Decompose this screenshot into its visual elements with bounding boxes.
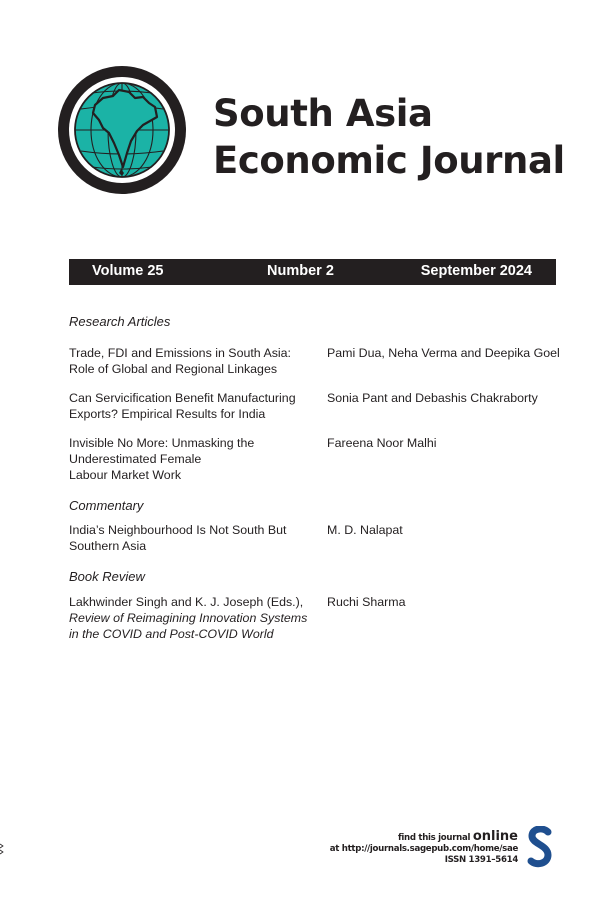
section-heading-book-review: Book Review bbox=[69, 569, 145, 584]
journal-url: at http://journals.sagepub.com/home/sae bbox=[329, 844, 518, 854]
journal-title-line1: South Asia bbox=[213, 92, 433, 135]
edge-crop-mark-icon bbox=[0, 843, 4, 855]
article-title: Invisible No More: Unmasking the Underestimated Female Labour Market Work bbox=[69, 436, 255, 482]
article-authors: Fareena Noor Malhi bbox=[327, 436, 437, 450]
sage-logo-icon bbox=[527, 826, 553, 868]
issn-label: ISSN 1391–5614 bbox=[444, 855, 518, 865]
journal-title-line2: Economic Journal bbox=[213, 139, 565, 182]
article-title: Can Servicification Benefit Manufacturing Exports? Empirical Results for India bbox=[69, 391, 296, 421]
find-online-line: find this journal online bbox=[397, 829, 518, 844]
section-heading-commentary: Commentary bbox=[69, 498, 144, 513]
footer-online-info bbox=[330, 831, 518, 866]
issue-number-label: Number 2 bbox=[267, 263, 334, 279]
journal-title bbox=[213, 90, 565, 184]
journal-logo-globe-icon bbox=[57, 65, 187, 195]
book-review-title: Lakhwinder Singh and K. J. Joseph (Eds.), Review of Reimagining Innovation Systems in the COVID and Post-COVID World bbox=[69, 595, 308, 641]
issue-info-bar bbox=[69, 259, 556, 285]
section-heading-research-articles: Research Articles bbox=[69, 314, 171, 329]
book-review-author: Ruchi Sharma bbox=[327, 595, 406, 609]
article-authors: Pami Dua, Neha Verma and Deepika Goel bbox=[327, 346, 560, 360]
commentary-author: M. D. Nalapat bbox=[327, 523, 403, 537]
article-authors: Sonia Pant and Debashis Chakraborty bbox=[327, 391, 538, 405]
commentary-title: India’s Neighbourhood Is Not South But Southern Asia bbox=[69, 523, 287, 553]
volume-label: Volume 25 bbox=[92, 263, 164, 279]
article-title: Trade, FDI and Emissions in South Asia: Role of Global and Regional Linkages bbox=[69, 346, 291, 376]
issue-date-label: September 2024 bbox=[420, 263, 532, 279]
